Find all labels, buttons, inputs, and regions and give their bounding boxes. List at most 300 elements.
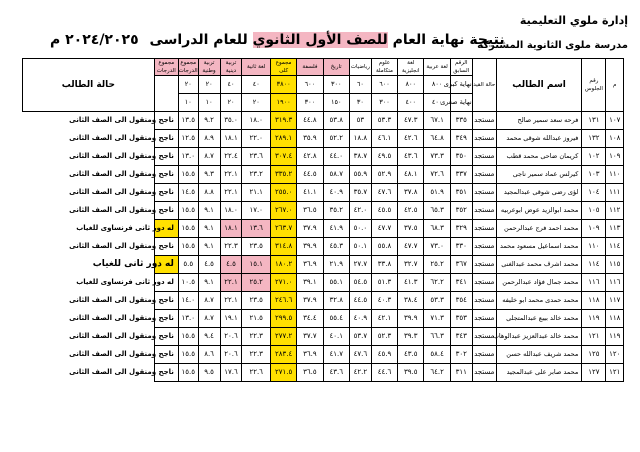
table-row bbox=[23, 220, 624, 238]
subject-score: ٦٨.٣ bbox=[424, 220, 450, 238]
subject-score: ٣٧.٧ bbox=[297, 328, 323, 346]
extra-score: ٨.٧ bbox=[198, 292, 220, 310]
subject-score: ٧٣.٣ bbox=[424, 148, 450, 166]
subject-score: ٤٣.٥ bbox=[398, 346, 424, 364]
seat-number: ١٠٥ bbox=[582, 202, 606, 220]
enrollment-case: مستجد bbox=[472, 112, 496, 130]
student-name: محمد احمد فرج عبدالرحمن bbox=[496, 220, 582, 238]
subject-score: ٤١.٧ bbox=[323, 346, 349, 364]
extra-score: ٩.٤ bbox=[198, 328, 220, 346]
subject-score: ٥٢.٣ bbox=[371, 328, 397, 346]
subject-score: ٣٨.٤ bbox=[398, 292, 424, 310]
prev-number: ٣٤٩ bbox=[450, 130, 472, 148]
student-status: ناجح ومنقول الى الصف الثانى bbox=[154, 328, 178, 346]
subject-score: ٤٦.١ bbox=[371, 130, 397, 148]
subject-score: ٥١.٩ bbox=[424, 184, 450, 202]
extra-score: ٩.١ bbox=[198, 274, 220, 292]
seat-number: ١٠٣ bbox=[582, 166, 606, 184]
header-row bbox=[23, 59, 624, 76]
total-score: ٢٤٦.٦ bbox=[270, 292, 296, 310]
extra-score: ٢٠.٦ bbox=[220, 346, 242, 364]
student-status: ناجح ومنقول الى الصف الثانى bbox=[154, 346, 178, 364]
table-row bbox=[23, 184, 624, 202]
subject-score: ٤٥.٥ bbox=[371, 202, 397, 220]
max-cell: ٢٠ bbox=[198, 76, 220, 94]
total-score: ٢٨٩.١ bbox=[270, 130, 296, 148]
subject-score: ٤٤.٥ bbox=[349, 292, 371, 310]
extra-score: ٢٢.١ bbox=[220, 292, 242, 310]
seat-number: ١١٦ bbox=[582, 274, 606, 292]
max-cell: ٦٠٠ bbox=[297, 76, 323, 94]
subject-score: ٥٣.٣ bbox=[371, 112, 397, 130]
enrollment-case: مستجد bbox=[472, 310, 496, 328]
subject-score: ٣٨.٧ bbox=[349, 148, 371, 166]
subject-score: ٣٢.٧ bbox=[398, 256, 424, 274]
subject-score: ٣٦.٥ bbox=[297, 202, 323, 220]
col-history: تاريخ bbox=[323, 59, 349, 76]
student-status: ناجح ومنقول الى الصف الثانى bbox=[154, 364, 178, 382]
table-row bbox=[23, 364, 624, 382]
col-philosophy: فلسفة bbox=[297, 59, 323, 76]
subject-score: ٥٢.٢ bbox=[323, 130, 349, 148]
admin-name: إدارة ملوي التعليمية bbox=[519, 14, 628, 27]
extra-score: ١٣.٠ bbox=[178, 148, 198, 166]
extra-score: ٢٢.٤ bbox=[220, 148, 242, 166]
subject-score: ٣٩.١ bbox=[297, 274, 323, 292]
seat-number: ١٠٩ bbox=[582, 220, 606, 238]
extra-score: ٢٢.٠ bbox=[242, 130, 271, 148]
subject-score: ٤١.٣ bbox=[398, 274, 424, 292]
prev-number: ٣١١ bbox=[450, 364, 472, 382]
subject-score: ٧٣.٠ bbox=[424, 238, 450, 256]
extra-score: ١٣.٥ bbox=[178, 112, 198, 130]
student-name: محمد صابر على عبدالمجيد bbox=[496, 364, 582, 382]
seat-number: ١٠٢ bbox=[582, 148, 606, 166]
seat-number: ١٣٢ bbox=[582, 130, 606, 148]
student-status: له دور ثانى للغياب bbox=[154, 256, 178, 274]
prev-number: ٣٥١ bbox=[450, 184, 472, 202]
seat-number: ١٢٧ bbox=[582, 364, 606, 382]
row-number: ١١٣ bbox=[606, 220, 624, 238]
subject-score: ٤٩.٥ bbox=[371, 148, 397, 166]
table-row bbox=[23, 130, 624, 148]
extra-score: ١٩.١ bbox=[220, 310, 242, 328]
extra-score: ١٥.٥ bbox=[178, 202, 198, 220]
subject-score: ٤٢.٨ bbox=[297, 148, 323, 166]
subject-score: ٦٤.٨ bbox=[424, 130, 450, 148]
subject-score: ١٨.٨ bbox=[349, 130, 371, 148]
seat-number: ١٢١ bbox=[582, 328, 606, 346]
subject-score: ٣٦.٩ bbox=[297, 346, 323, 364]
col-science: علوم متكاملة bbox=[371, 59, 397, 76]
subject-score: ٣٩.٥ bbox=[398, 364, 424, 382]
subject-score: ٥٣.٧ bbox=[349, 328, 371, 346]
prev-number: ٣٥٤ bbox=[450, 292, 472, 310]
extra-score: ١٥.٥ bbox=[178, 166, 198, 184]
student-name: فرحه سعد سمير صالح bbox=[496, 112, 582, 130]
enrollment-case: مستجد bbox=[472, 184, 496, 202]
max-cell: ٦٠ bbox=[349, 76, 371, 94]
subject-score: ٣٩.٩ bbox=[297, 238, 323, 256]
subject-score: ٦٦.٣ bbox=[424, 328, 450, 346]
extra-score: ٣٥.٠ bbox=[220, 112, 242, 130]
table-row bbox=[23, 274, 624, 292]
extra-score: ٢٣.٢ bbox=[242, 166, 271, 184]
seat-number: ١٢٥ bbox=[582, 346, 606, 364]
extra-score: ٢٣.٥ bbox=[242, 292, 271, 310]
max-cell: ٤٠ bbox=[220, 76, 242, 94]
enrollment-case: مستجد bbox=[472, 202, 496, 220]
subject-score: ٤٤.٥ bbox=[297, 166, 323, 184]
table-row bbox=[23, 202, 624, 220]
extra-score: ٢٢.٣ bbox=[220, 238, 242, 256]
total-score: ٢٧٧.٢ bbox=[270, 328, 296, 346]
subject-score: ٦٤.٢ bbox=[424, 364, 450, 382]
student-status: ناجح ومنقول الى الصف الثانى bbox=[154, 202, 178, 220]
max-cell: ٨٠٠ bbox=[424, 76, 450, 94]
extra-score: ٢٣.٦ bbox=[242, 148, 271, 166]
row-number: ١٠٨ bbox=[606, 130, 624, 148]
extra-score: ١٤.٠ bbox=[178, 292, 198, 310]
student-status: ناجح ومنقول الى الصف الثانى bbox=[154, 238, 178, 256]
extra-score: ١٨.١ bbox=[220, 130, 242, 148]
extra-score: ١٥.١ bbox=[242, 256, 271, 274]
results-table bbox=[22, 58, 624, 382]
min-cell: ١٠ bbox=[198, 94, 220, 112]
extra-score: ٩.٣ bbox=[198, 166, 220, 184]
student-status: ناجح ومنقول الى الصف الثانى bbox=[154, 130, 178, 148]
seat-number: ١٣١ bbox=[582, 112, 606, 130]
row-number: ١١٢ bbox=[606, 202, 624, 220]
prev-number: ٣٥٠ bbox=[450, 148, 472, 166]
subject-score: ٣٧.٩ bbox=[297, 292, 323, 310]
col-english: لغة انجليزية bbox=[398, 59, 424, 76]
extra-score: ٢٢.٣ bbox=[242, 346, 271, 364]
prev-number: ٣٦٧ bbox=[450, 256, 472, 274]
page-title bbox=[50, 32, 505, 48]
row-number: ١١٧ bbox=[606, 292, 624, 310]
col-sub2: مجموع الدرجات bbox=[154, 59, 178, 76]
student-name: كيرلس عماد سمير ناجى bbox=[496, 166, 582, 184]
title-part3: للعام الدراسى bbox=[149, 32, 253, 48]
prev-number: ٣٣٠ bbox=[450, 238, 472, 256]
subject-score: ٦٧.١ bbox=[424, 112, 450, 130]
subject-score: ٣٥.٩ bbox=[297, 130, 323, 148]
max-cell: ٦٠٠ bbox=[371, 76, 397, 94]
enrollment-case: مستجد bbox=[472, 292, 496, 310]
col-name: اسم الطالب bbox=[496, 59, 582, 112]
extra-score: ١٥.٥ bbox=[178, 238, 198, 256]
total-score: ٢٦٣.٧ bbox=[270, 220, 296, 238]
enrollment-case: مستجد bbox=[472, 238, 496, 256]
subject-score: ٥٥.٤ bbox=[323, 310, 349, 328]
subject-score: ٥٣.٨ bbox=[323, 112, 349, 130]
extra-score: ٤.٥ bbox=[220, 256, 242, 274]
enrollment-case: مستجد bbox=[472, 130, 496, 148]
row-number: ١١٤ bbox=[606, 238, 624, 256]
subject-score: ٤٥.٣ bbox=[323, 238, 349, 256]
subject-score: ٤١.٩ bbox=[323, 220, 349, 238]
extra-score: ٩.٢ bbox=[198, 112, 220, 130]
enrollment-case: مستجد bbox=[472, 166, 496, 184]
subject-score: ٥٤.٥ bbox=[349, 274, 371, 292]
max-cell: ٨٠٠ bbox=[398, 76, 424, 94]
row-number: ١٠٧ bbox=[606, 112, 624, 130]
extra-score: ٢٢.١ bbox=[220, 184, 242, 202]
extra-score: ٢١.٥ bbox=[242, 310, 271, 328]
subject-score: ٤٢.٠ bbox=[349, 202, 371, 220]
subject-score: ٤٥.٩ bbox=[371, 346, 397, 364]
row-number: ١٢٠ bbox=[606, 346, 624, 364]
min-cell: ١٠ bbox=[178, 94, 198, 112]
subject-score: ٥٣.٣ bbox=[424, 292, 450, 310]
row-number: ١٢١ bbox=[606, 364, 624, 382]
student-name: لؤى رضى شوقى عبدالمجيد bbox=[496, 184, 582, 202]
student-name: محمد اشرف محمد عبدالغنى bbox=[496, 256, 582, 274]
extra-score: ٨.٦ bbox=[198, 346, 220, 364]
extra-score: ٨.٧ bbox=[198, 148, 220, 166]
row-number: ١٠٩ bbox=[606, 148, 624, 166]
extra-score: ١٠.٥ bbox=[178, 274, 198, 292]
student-name: محمد خالد بيبع عبدالمتجلى bbox=[496, 310, 582, 328]
enrollment-case: مستجد bbox=[472, 274, 496, 292]
subject-score: ٤٠.٩ bbox=[323, 184, 349, 202]
title-part2: للصف الأول الثانوي bbox=[252, 32, 388, 48]
subject-score: ٤٠.١ bbox=[323, 328, 349, 346]
col-sub: مجموع الدرجات bbox=[178, 60, 198, 74]
subject-score: ٣٥.٢ bbox=[323, 202, 349, 220]
extra-score: ١٥.٥ bbox=[178, 346, 198, 364]
student-status: ناجح ومنقول الى الصف الثانى bbox=[154, 184, 178, 202]
extra-score: ٢٢.١ bbox=[220, 274, 242, 292]
subject-score: ٣٤.٤ bbox=[297, 310, 323, 328]
student-status: ناجح ومنقول الى الصف الثانى bbox=[154, 310, 178, 328]
extra-score: ١٢.٥ bbox=[178, 130, 198, 148]
student-status: له دور ثانى فرنساوى للغياب bbox=[154, 274, 178, 292]
total-score: ٣٣٥.٢ bbox=[270, 166, 296, 184]
subject-score: ٤١.١ bbox=[297, 184, 323, 202]
row-number: ١١٨ bbox=[606, 310, 624, 328]
title-part1: نتيجة نهاية العام bbox=[387, 32, 505, 48]
prev-number: ٣٤٣ bbox=[450, 328, 472, 346]
col-religion: تربية دينية bbox=[220, 59, 242, 76]
row-number: ١١١ bbox=[606, 184, 624, 202]
student-status: ناجح ومنقول الى الصف الثانى bbox=[154, 148, 178, 166]
subject-score: ٤٤.٦ bbox=[371, 364, 397, 382]
subject-score: ٤٢.٦ bbox=[398, 130, 424, 148]
table-row bbox=[23, 238, 624, 256]
subject-score: ٥٢.٩ bbox=[371, 166, 397, 184]
subject-score: ٤٧.٧ bbox=[398, 238, 424, 256]
student-name: محمد شريف عبدالله حسن bbox=[496, 346, 582, 364]
subject-score: ٤٣.٦ bbox=[398, 148, 424, 166]
subject-score: ٤٠.٣ bbox=[371, 292, 397, 310]
subject-score: ٣٢.٨ bbox=[323, 292, 349, 310]
table-row bbox=[23, 328, 624, 346]
subject-score: ٤٨.١ bbox=[398, 166, 424, 184]
subject-score: ٥٨.٧ bbox=[323, 166, 349, 184]
subject-score: ٤٧.٦ bbox=[349, 346, 371, 364]
extra-score: ١٥.٥ bbox=[178, 220, 198, 238]
total-score: ١٨٠.٢ bbox=[270, 256, 296, 274]
subject-score: ٣٥.٧ bbox=[349, 184, 371, 202]
row-number: ١١٩ bbox=[606, 328, 624, 346]
subject-score: ٥٣ bbox=[349, 112, 371, 130]
col-arabic: لغة عربية bbox=[424, 59, 450, 76]
table-row bbox=[23, 346, 624, 364]
student-name: محمد ابوالزيد عوض ابوعربيه bbox=[496, 202, 582, 220]
subject-score: ٤٣.٦ bbox=[323, 364, 349, 382]
enrollment-case: مستجد bbox=[472, 148, 496, 166]
subject-score: ٧١.٣ bbox=[424, 310, 450, 328]
max-cell: ٣٠٠ bbox=[323, 76, 349, 94]
table-row bbox=[23, 112, 624, 130]
seat-number: ١١٤ bbox=[582, 256, 606, 274]
min-cell: ٤٠٠ bbox=[424, 94, 450, 112]
subject-score: ٤٠.٩ bbox=[349, 310, 371, 328]
extra-score: ٩.١ bbox=[198, 238, 220, 256]
min-cell: ٣٠٠ bbox=[371, 94, 397, 112]
subject-score: ٣٦.٩ bbox=[297, 256, 323, 274]
student-status: ناجح ومنقول الى الصف الثانى bbox=[154, 292, 178, 310]
subject-score: ٥٨.٤ bbox=[424, 346, 450, 364]
enrollment-case: مستجد bbox=[472, 328, 496, 346]
total-score: ٢٩٩.٥ bbox=[270, 310, 296, 328]
subject-score: ٢١.٩ bbox=[323, 256, 349, 274]
subject-score: ٣٩.٣ bbox=[398, 328, 424, 346]
table-row bbox=[23, 310, 624, 328]
min-cell: ٣٠٠ bbox=[297, 94, 323, 112]
max-cell: ٣٨٠٠ bbox=[270, 76, 296, 94]
col-prev: الرقم السابق bbox=[450, 59, 472, 76]
extra-score: ٩.١ bbox=[198, 220, 220, 238]
table-body bbox=[23, 112, 624, 382]
subject-score: ٤٤.٨ bbox=[297, 112, 323, 130]
enrollment-case: مستجد bbox=[472, 346, 496, 364]
extra-score: ٥.٥ bbox=[178, 256, 198, 274]
table-row bbox=[23, 292, 624, 310]
student-status: ناجح ومنقول الى الصف الثانى bbox=[154, 112, 178, 130]
total-score: ٢٦٧.٠ bbox=[270, 202, 296, 220]
seat-number: ١١٨ bbox=[582, 292, 606, 310]
seat-number: ١٠٤ bbox=[582, 184, 606, 202]
subject-score: ٣٧.٩ bbox=[297, 220, 323, 238]
col-total: مجموع كلى bbox=[270, 59, 296, 76]
total-score: ٢٥٥.٠ bbox=[270, 184, 296, 202]
table-row bbox=[23, 166, 624, 184]
extra-score: ١٥.٥ bbox=[178, 328, 198, 346]
subject-score: ٤٢.١ bbox=[371, 310, 397, 328]
total-score: ٢٧١.٥ bbox=[270, 364, 296, 382]
min-cell: ٣٠ bbox=[349, 94, 371, 112]
row-number: ١١٠ bbox=[606, 166, 624, 184]
table-row bbox=[23, 256, 624, 274]
col-math: رياضيات bbox=[349, 59, 371, 76]
min-label: نهاية صغرى bbox=[450, 94, 472, 112]
extra-score: ٨.٧ bbox=[198, 310, 220, 328]
subject-score: ٤٤.٠ bbox=[323, 148, 349, 166]
row-number: ١١٦ bbox=[606, 274, 624, 292]
extra-score: ٢٥.٢ bbox=[242, 274, 271, 292]
total-score: ٢٨٣.٤ bbox=[270, 346, 296, 364]
subject-score: ٣٩.٩ bbox=[398, 310, 424, 328]
min-cell: ٢٠ bbox=[220, 94, 242, 112]
student-name: محمد جمال فؤاد عبدالرحمن bbox=[496, 274, 582, 292]
max-cell: ٤٠ bbox=[242, 76, 271, 94]
extra-score: ١٨.٠ bbox=[242, 112, 271, 130]
extra-score: ٢٠.٦ bbox=[220, 328, 242, 346]
extra-score: ٢٢.٣ bbox=[242, 328, 271, 346]
total-score: ٣٠٧.٤ bbox=[270, 148, 296, 166]
extra-score: ٢٣.٥ bbox=[242, 238, 271, 256]
school-name: مدرسة ملوى الثانوية المشتركة bbox=[477, 40, 628, 51]
student-name: محمد خالد عبدالعزيز عبدالوهاب bbox=[496, 328, 582, 346]
extra-score: ٨.٨ bbox=[198, 184, 220, 202]
col-lang2: لغة ثانية bbox=[242, 59, 271, 76]
extra-score: ١٧.٦ bbox=[220, 364, 242, 382]
row-number: ١١٥ bbox=[606, 256, 624, 274]
prev-number: ٣٥٢ bbox=[450, 202, 472, 220]
prev-number: ٣٣٥ bbox=[450, 112, 472, 130]
extra-score: ٢٢.١ bbox=[220, 166, 242, 184]
subject-score: ٥٠.٠ bbox=[349, 220, 371, 238]
subject-score: ٧٢.٦ bbox=[424, 166, 450, 184]
col-national: تربية وطنية bbox=[198, 59, 220, 76]
extra-score: ٢٢.٦ bbox=[242, 364, 271, 382]
student-status: له دور ثانى فرنساوى للغياب bbox=[154, 220, 178, 238]
seat-number: ١١٩ bbox=[582, 310, 606, 328]
extra-score: ٨.٩ bbox=[198, 130, 220, 148]
max-cell: ٢٠ bbox=[178, 76, 198, 94]
prev-number: ٣٠٢ bbox=[450, 346, 472, 364]
subject-score: ٥٥.٨ bbox=[371, 238, 397, 256]
extra-score: ١٨.٠ bbox=[220, 202, 242, 220]
min-cell: ١٩٠٠ bbox=[270, 94, 296, 112]
subject-score: ٤٧.٣ bbox=[398, 112, 424, 130]
subject-score: ٦٥.٣ bbox=[424, 202, 450, 220]
seat-number: ١١٠ bbox=[582, 238, 606, 256]
subject-score: ٤٧.٧ bbox=[371, 220, 397, 238]
title-year: ٢٠٢٤/٢٠٢٥ م bbox=[50, 32, 139, 48]
extra-score: ١٨.١ bbox=[220, 220, 242, 238]
subject-score: ٤٢.٢ bbox=[349, 364, 371, 382]
page-header bbox=[0, 0, 640, 60]
extra-score: ١٤.٥ bbox=[178, 184, 198, 202]
subject-score: ٢٥.٢ bbox=[424, 256, 450, 274]
student-name: كريمان ضاحى محمد قطب bbox=[496, 148, 582, 166]
extra-score: ٤.٥ bbox=[198, 256, 220, 274]
total-score: ٣١٤.٨ bbox=[270, 238, 296, 256]
subject-score: ٣٦.٥ bbox=[297, 364, 323, 382]
col-status: حالة الطالب bbox=[23, 59, 155, 112]
student-name: محمد اسماعيل مسعود محمد bbox=[496, 238, 582, 256]
extra-score: ٢١.١ bbox=[242, 184, 271, 202]
student-name: محمد حمدى محمد ابو خليفه bbox=[496, 292, 582, 310]
prev-number: ٣٣٧ bbox=[450, 166, 472, 184]
subject-score: ٥٥.٩ bbox=[349, 166, 371, 184]
col-case: حالة القيد bbox=[472, 59, 496, 112]
subject-score: ٥١.٣ bbox=[371, 274, 397, 292]
prev-number: ٣٢٩ bbox=[450, 220, 472, 238]
col-m: م bbox=[606, 59, 624, 112]
total-score: ٢٧١.٠ bbox=[270, 274, 296, 292]
prev-number: ٣٤١ bbox=[450, 274, 472, 292]
subject-score: ٣٣.٨ bbox=[371, 256, 397, 274]
total-score: ٣١٩.٣ bbox=[270, 112, 296, 130]
min-cell: ٢٠ bbox=[242, 94, 271, 112]
subject-score: ٦٢.٢ bbox=[424, 274, 450, 292]
extra-score: ٩.٥ bbox=[198, 364, 220, 382]
